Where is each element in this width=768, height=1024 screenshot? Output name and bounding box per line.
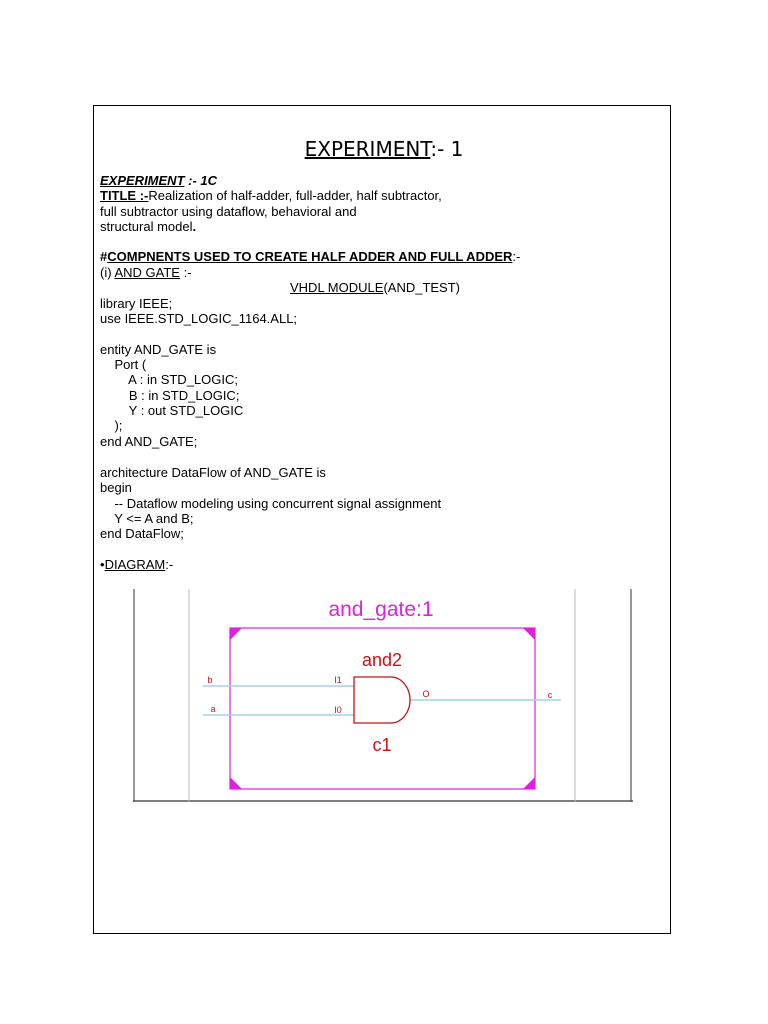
and-gate-heading [100, 265, 192, 280]
title-period: . [192, 219, 197, 234]
corner-marker-top-left [230, 628, 242, 640]
port-c-label: c [547, 690, 553, 700]
components-label: COMPNENTS USED TO CREATE HALF ADDER AND FULL ADDER [107, 249, 513, 264]
code-line: begin [100, 480, 132, 495]
gate-name-label: c1 [372, 735, 392, 755]
page-heading [0, 137, 768, 161]
diagram-heading [100, 557, 173, 572]
corner-marker-bottom-left [230, 777, 242, 789]
code-line: ); [100, 418, 123, 433]
corner-marker-bottom-right [523, 777, 535, 789]
experiment-line [100, 173, 217, 188]
code-line: Port ( [100, 357, 147, 372]
port-b-label: b [207, 675, 213, 685]
bullet-icon: • [100, 557, 105, 572]
and-gate-label: AND GATE [114, 265, 180, 280]
components-suffix: :- [512, 249, 521, 264]
heading-suffix: :- 1 [430, 137, 464, 161]
port-a-label: a [210, 704, 216, 714]
vhdl-module-label: VHDL MODULE [290, 280, 384, 295]
diagram-suffix: :- [165, 557, 174, 572]
code-line: architecture DataFlow of AND_GATE is [100, 465, 326, 480]
title-line-1 [100, 188, 442, 203]
and-gate-schematic [133, 589, 633, 802]
code-line: Y : out STD_LOGIC [100, 403, 244, 418]
instance-title: and_gate:1 [328, 598, 434, 621]
code-line: B : in STD_LOGIC; [100, 388, 240, 403]
and-gate-prefix: (i) [100, 265, 115, 280]
code-line: end DataFlow; [100, 526, 184, 541]
code-line: library IEEE; [100, 296, 173, 311]
code-line: -- Dataflow modeling using concurrent signal assignment [100, 496, 442, 511]
title-line-2: full subtractor using dataflow, behavioral and [100, 204, 357, 219]
title-label: TITLE :- [100, 188, 149, 203]
heading-word: EXPERIMENT [304, 137, 431, 161]
experiment-value: :- 1C [184, 173, 218, 188]
diagram-label: DIAGRAM [104, 557, 166, 572]
title-text-1: Realization of half-adder, full-adder, half subtractor, [148, 188, 442, 203]
code-line: end AND_GATE; [100, 434, 198, 449]
title-text-3: structural model [100, 219, 193, 234]
experiment-label: EXPERIMENT [100, 173, 185, 188]
vhdl-module-heading [290, 280, 460, 295]
gate-type-label: and2 [361, 650, 403, 670]
corner-marker-top-right [523, 628, 535, 640]
and-gate-icon [354, 677, 410, 723]
code-line: Y <= A and B; [100, 511, 194, 526]
components-prefix: # [100, 249, 108, 264]
pin-i0-label: I0 [334, 705, 342, 715]
pin-i1-label: I1 [334, 675, 342, 685]
and-gate-suffix: :- [179, 265, 192, 280]
code-line: A : in STD_LOGIC; [100, 372, 238, 387]
pin-o-label: O [422, 689, 430, 699]
components-heading [100, 249, 520, 264]
code-line: use IEEE.STD_LOGIC_1164.ALL; [100, 311, 298, 326]
vhdl-module-suffix: (AND_TEST) [383, 280, 460, 295]
title-line-3 [100, 219, 196, 234]
code-line: entity AND_GATE is [100, 342, 217, 357]
